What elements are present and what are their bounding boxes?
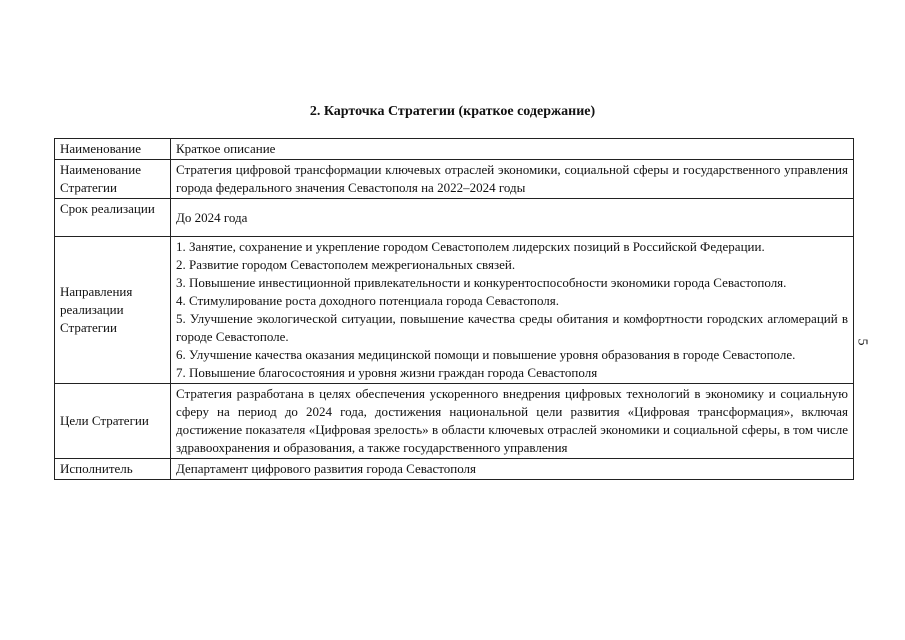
strategy-name-value: Стратегия цифровой трансформации ключевых отраслей экономики, социальной сферы и государственного управления города федерального значения Севастополя на 2022–2024 годы <box>171 160 854 199</box>
directions-label: Направления реализации Стратегии <box>55 237 171 384</box>
table-row-executor <box>55 459 854 480</box>
table-row-goals <box>55 384 854 459</box>
direction-item-1: 1. Занятие, сохранение и укрепление городом Севастополем лидерских позиций в Российской Федерации. <box>176 239 765 254</box>
directions-value <box>171 237 854 384</box>
executor-label: Исполнитель <box>55 459 171 480</box>
table-header-row <box>55 139 854 160</box>
table-row-strategy-name <box>55 160 854 199</box>
goals-value: Стратегия разработана в целях обеспечения ускоренного внедрения цифровых технологий в экономику и социальную сферу на период до 2024 года, достижения национальной цели развития «Цифровая трансформация», включая достижение показателя «Цифровая зрелость» в области ключевых отраслей экономики и социальной сферы, в том числе здравоохранения и образования, а также государственного управления <box>171 384 854 459</box>
page-title: 2. Карточка Стратегии (краткое содержание) <box>309 104 596 119</box>
executor-value: Департамент цифрового развития города Севастополя <box>171 459 854 480</box>
table-row-term <box>55 199 854 237</box>
strategy-card-table <box>54 138 854 480</box>
direction-item-6: 6. Улучшение качества оказания медицинской помощи и повышение уровня образования в городе Севастополе. <box>176 347 796 362</box>
term-value: До 2024 года <box>171 199 854 237</box>
strategy-name-label: Наименование Стратегии <box>55 160 171 199</box>
table-row-directions <box>55 237 854 384</box>
page-number: 5 <box>854 338 870 346</box>
header-value-cell: Краткое описание <box>171 139 854 160</box>
direction-item-5: 5. Улучшение экологической ситуации, повышение качества среды обитания и комфортности городских агломераций в городе Севастополе. <box>176 311 848 344</box>
direction-item-3: 3. Повышение инвестиционной привлекательности и конкурентоспособности экономики города Севастополя. <box>176 275 787 290</box>
goals-label: Цели Стратегии <box>55 384 171 459</box>
direction-item-4: 4. Стимулирование роста доходного потенциала города Севастополя. <box>176 293 559 308</box>
direction-item-2: 2. Развитие городом Севастополем межрегиональных связей. <box>176 257 516 272</box>
direction-item-7: 7. Повышение благосостояния и уровня жизни граждан города Севастополя <box>176 365 598 380</box>
term-label: Срок реализации <box>55 199 171 237</box>
header-label-cell: Наименование <box>55 139 171 160</box>
